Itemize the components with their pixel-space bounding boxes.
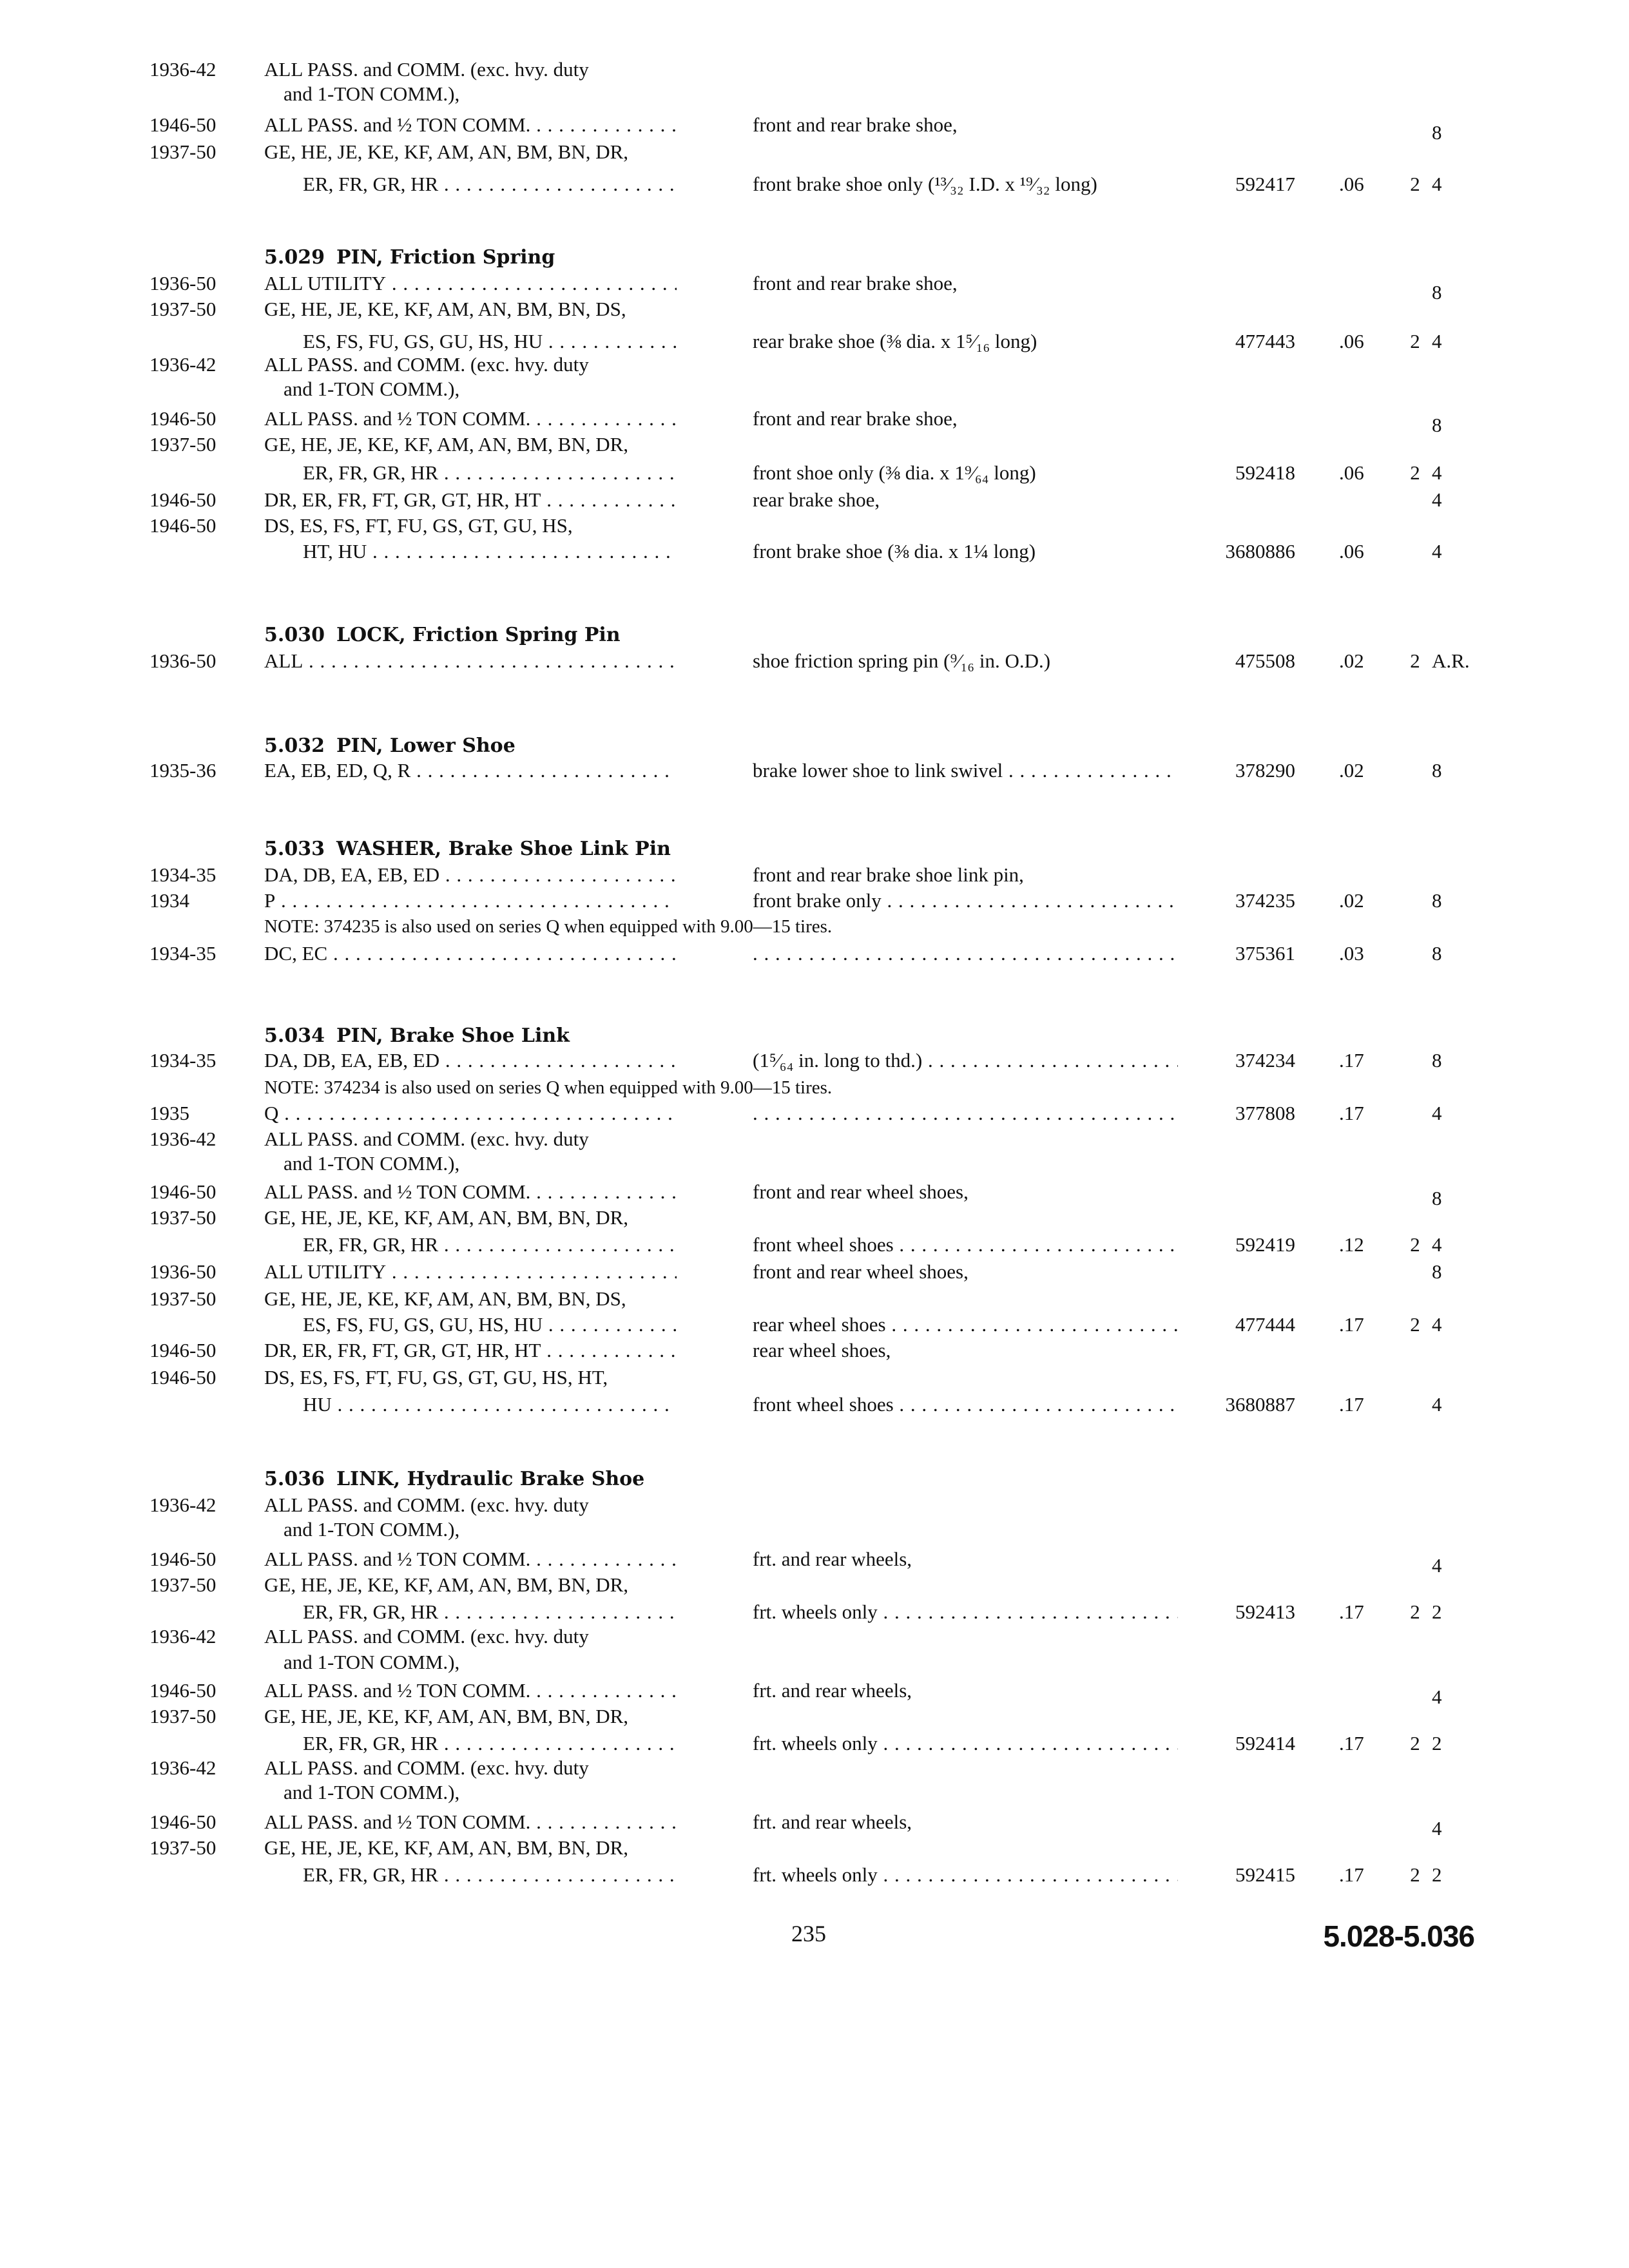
parts-row [0,1678,1629,1708]
list-price: .03 [1339,942,1364,965]
part-number: 477443 [1235,330,1295,352]
model-year: 1936-42 [149,1625,217,1648]
parts-row [0,1809,1629,1840]
parts-row [0,1205,1629,1231]
part-description: rear brake shoe (⅜ dia. x 1⁵⁄₁₆ long) [753,330,1037,352]
page-number: 235 [791,1921,826,1946]
part-description: frt. wheels only . . . [753,1599,1178,1625]
section-number: 5.036 [264,1468,325,1490]
model-codes: ER, FR, GR, HR . . . [303,171,677,197]
model-codes: ER, FR, GR, HR . . . [303,1862,677,1888]
model-year: 1934-35 [149,942,217,965]
part-description: front and rear brake shoe link pin, [753,863,1024,886]
model-year: 1936-42 [149,58,217,81]
section-heading [264,733,516,759]
model-codes: GE, HE, JE, KE, KF, AM, AN, BM, BN, DR, [264,1705,629,1727]
parts-row [0,1731,1629,1756]
model-year: 1946-50 [149,514,217,537]
parts-row [0,1572,1629,1598]
note-line: NOTE: 374234 is also used on series Q when equipped with 9.00—15 tires. [264,1077,833,1098]
quantity-per-car: 4 [1432,1313,1442,1336]
model-codes: ALL UTILITY . . . [264,271,677,296]
section-title: PIN, Friction Spring [336,246,555,269]
parts-row [0,888,1629,914]
model-year: 1946-50 [149,407,217,430]
part-number: 592413 [1235,1600,1295,1623]
model-codes: ALL . . . [264,648,677,674]
model-year: 1937-50 [149,1573,217,1596]
model-codes: DC, EC . . . [264,941,677,966]
pack-quantity: 2 [1410,330,1420,352]
model-year: 1937-50 [149,298,217,320]
parts-row [0,1048,1629,1073]
pack-quantity: 2 [1410,461,1420,484]
part-description: front wheel shoes . . . [753,1232,1178,1258]
section-heading [264,1466,644,1492]
pack-quantity: 2 [1410,1233,1420,1256]
parts-row [0,1338,1629,1363]
part-number: 592418 [1235,461,1295,484]
parts-row [0,1286,1629,1312]
section-heading [264,836,671,862]
part-description: front wheel shoes . . . [753,1392,1178,1418]
list-price: .06 [1339,330,1364,352]
part-description: rear wheel shoes . . . [753,1312,1178,1338]
section-title: WASHER, Brake Shoe Link Pin [336,838,671,860]
part-description: front and rear brake shoe, [753,113,958,136]
parts-row [0,171,1629,197]
parts-row [0,271,1629,303]
quantity-per-car: 4 [1432,540,1442,562]
section-number: 5.033 [264,838,325,860]
quantity-per-car: 4 [1432,461,1442,484]
quantity-per-car: 2 [1432,1863,1442,1886]
parts-row [0,862,1629,888]
part-number: 3680887 [1225,1393,1295,1416]
model-codes: ALL PASS. and ½ TON COMM. . . . [264,1179,677,1205]
parts-row [0,1704,1629,1729]
quantity-per-car: 4 [1432,1817,1442,1840]
quantity-per-car: 4 [1432,1554,1442,1577]
model-codes: ER, FR, GR, HR . . . [303,1731,677,1756]
model-codes: and 1-TON COMM.), [284,1781,460,1803]
model-codes: ALL PASS. and COMM. (exc. hvy. duty [264,353,589,376]
section-title: PIN, Lower Shoe [336,735,516,757]
quantity-per-car: 8 [1432,1260,1442,1283]
model-codes: GE, HE, JE, KE, KF, AM, AN, BM, BN, DS, [264,298,626,320]
section-number: 5.030 [264,624,325,646]
model-year: 1946-50 [149,1180,217,1203]
model-codes: ALL PASS. and ½ TON COMM. . . . [264,406,677,432]
pack-quantity: 2 [1410,649,1420,672]
section-number: 5.034 [264,1024,325,1047]
parts-row [0,1232,1629,1258]
part-number: 592419 [1235,1233,1295,1256]
part-number: 377808 [1235,1102,1295,1124]
model-codes: HT, HU . . . [303,539,677,564]
parts-row [0,1365,1629,1390]
parts-row [0,432,1629,457]
model-codes: Q . . . [264,1100,677,1126]
part-description: frt. and rear wheels, [753,1679,912,1702]
quantity-per-car: 8 [1432,1187,1442,1209]
part-number: 477444 [1235,1313,1295,1336]
parts-row [0,139,1629,165]
model-codes: DS, ES, FS, FT, FU, GS, GT, GU, HS, HT, [264,1366,608,1389]
quantity-per-car: 8 [1432,759,1442,782]
parts-row [0,1492,1629,1518]
model-year: 1946-50 [149,1679,217,1702]
model-codes: ALL PASS. and COMM. (exc. hvy. duty [264,1494,589,1516]
model-codes: DA, DB, EA, EB, ED . . . [264,862,677,888]
quantity-per-car: A.R. [1432,649,1470,672]
list-price: .17 [1339,1049,1364,1072]
part-description: shoe friction spring pin (⁹⁄₁₆ in. O.D.) [753,649,1051,672]
parts-row [0,1862,1629,1888]
model-codes: HU . . . [303,1392,677,1418]
quantity-per-car: 2 [1432,1600,1442,1623]
parts-row [0,329,1629,354]
parts-row [0,1100,1629,1126]
parts-row [0,352,1629,378]
parts-row [0,296,1629,322]
model-codes: and 1-TON COMM.), [284,1152,460,1175]
part-description: frt. and rear wheels, [753,1811,912,1833]
note-line: NOTE: 374235 is also used on series Q when equipped with 9.00—15 tires. [264,916,833,937]
model-year: 1936-42 [149,1494,217,1516]
parts-row [0,1624,1629,1649]
model-year: 1935-36 [149,759,217,782]
model-codes: GE, HE, JE, KE, KF, AM, AN, BM, BN, DR, [264,433,629,456]
model-year: 1946-50 [149,113,217,136]
model-year: 1936-50 [149,1260,217,1283]
model-year: 1936-42 [149,1756,217,1779]
list-price: .06 [1339,540,1364,562]
parts-row [0,539,1629,564]
quantity-per-car: 8 [1432,1049,1442,1072]
model-codes: ER, FR, GR, HR . . . [303,460,677,486]
parts-row [0,1151,1629,1177]
part-description: front and rear brake shoe, [753,407,958,430]
list-price: .02 [1339,759,1364,782]
parts-row [0,487,1629,513]
list-price: .02 [1339,889,1364,912]
model-codes: ALL PASS. and ½ TON COMM. . . . [264,1678,677,1704]
model-year: 1934-35 [149,863,217,886]
parts-row [0,648,1629,674]
quantity-per-car: 4 [1432,488,1442,511]
part-number: 378290 [1235,759,1295,782]
model-codes: and 1-TON COMM.), [284,1518,460,1541]
model-year: 1937-50 [149,1206,217,1229]
list-price: .17 [1339,1600,1364,1623]
list-price: .17 [1339,1102,1364,1124]
model-codes: ALL PASS. and ½ TON COMM. . . . [264,112,677,138]
model-codes: ALL UTILITY . . . [264,1259,677,1285]
section-title: LINK, Hydraulic Brake Shoe [336,1468,645,1490]
parts-row [0,1649,1629,1675]
quantity-per-car: 4 [1432,1233,1442,1256]
quantity-per-car: 8 [1432,889,1442,912]
model-year: 1934 [149,889,189,912]
part-description: frt. wheels only . . . [753,1862,1178,1888]
part-number: 592415 [1235,1863,1295,1886]
list-price: .02 [1339,649,1364,672]
model-codes: ER, FR, GR, HR . . . [303,1599,677,1625]
list-price: .17 [1339,1393,1364,1416]
list-price: .06 [1339,173,1364,195]
part-description: front brake only . . . [753,888,1178,914]
section-number: 5.029 [264,246,325,269]
model-year: 1946-50 [149,1339,217,1361]
model-year: 1946-50 [149,1548,217,1570]
part-description [753,941,1178,966]
part-description: front shoe only (⅜ dia. x 1⁹⁄₆₄ long) [753,461,1036,484]
quantity-per-car: 2 [1432,1732,1442,1754]
pack-quantity: 2 [1410,1732,1420,1754]
model-year: 1937-50 [149,1836,217,1859]
parts-row [0,1179,1629,1209]
part-number: 374235 [1235,889,1295,912]
model-codes: ALL PASS. and ½ TON COMM. . . . [264,1809,677,1835]
parts-row [0,941,1629,966]
parts-row [0,1392,1629,1418]
part-description: frt. and rear wheels, [753,1548,912,1570]
parts-row [0,1259,1629,1285]
part-number: 475508 [1235,649,1295,672]
parts-row [0,81,1629,107]
model-codes: GE, HE, JE, KE, KF, AM, AN, BM, BN, DS, [264,1287,626,1310]
quantity-per-car: 4 [1432,1686,1442,1708]
part-number: 375361 [1235,942,1295,965]
model-year: 1937-50 [149,433,217,456]
model-codes: DS, ES, FS, FT, FU, GS, GT, GU, HS, [264,514,573,537]
quantity-per-car: 8 [1432,281,1442,303]
parts-row [0,376,1629,402]
model-year: 1934-35 [149,1049,217,1072]
list-price: .12 [1339,1233,1364,1256]
pack-quantity: 2 [1410,1600,1420,1623]
parts-row [0,1312,1629,1338]
model-year: 1936-50 [149,649,217,672]
parts-row [0,1517,1629,1542]
parts-row [0,460,1629,486]
part-description: frt. wheels only . . . [753,1731,1178,1756]
quantity-per-car: 4 [1432,1102,1442,1124]
pack-quantity: 2 [1410,1313,1420,1336]
model-codes: and 1-TON COMM.), [284,1651,460,1673]
part-description: front and rear wheel shoes, [753,1260,969,1283]
section-number: 5.032 [264,735,325,757]
model-codes: EA, EB, ED, Q, R . . . [264,758,677,783]
list-price: .17 [1339,1732,1364,1754]
section-heading [264,245,555,271]
part-description [753,1100,1178,1126]
part-number: 3680886 [1225,540,1295,562]
model-year: 1935 [149,1102,189,1124]
model-year: 1937-50 [149,1705,217,1727]
model-year: 1937-50 [149,1287,217,1310]
parts-row [0,513,1629,539]
part-description: front brake shoe (⅜ dia. x 1¼ long) [753,540,1036,562]
model-codes: and 1-TON COMM.), [284,82,460,105]
model-year: 1936-50 [149,272,217,294]
model-codes: GE, HE, JE, KE, KF, AM, AN, BM, BN, DR, [264,1836,629,1859]
section-heading [264,622,621,648]
model-codes: ER, FR, GR, HR . . . [303,1232,677,1258]
part-description: (1⁵⁄₆₄ in. long to thd.) . . . [753,1048,1178,1073]
parts-row [0,1126,1629,1152]
part-description: front brake shoe only (¹³⁄₃₂ I.D. x ¹⁹⁄₃₂ long) [753,173,1097,195]
section-title: LOCK, Friction Spring Pin [336,624,621,646]
part-description: front and rear wheel shoes, [753,1180,969,1203]
quantity-per-car: 8 [1432,414,1442,436]
model-codes: and 1-TON COMM.), [284,378,460,400]
model-codes: ES, FS, FU, GS, GU, HS, HU . . . [303,1312,677,1338]
part-number: 592414 [1235,1732,1295,1754]
model-codes: ALL PASS. and COMM. (exc. hvy. duty [264,1128,589,1150]
page-section-range: 5.028-5.036 [1323,1919,1474,1953]
model-year: 1946-50 [149,1366,217,1389]
part-number: 374234 [1235,1049,1295,1072]
model-codes: DR, ER, FR, FT, GR, GT, HR, HT . . . [264,1338,677,1363]
parts-row [0,1755,1629,1781]
list-price: .17 [1339,1863,1364,1886]
pack-quantity: 2 [1410,1863,1420,1886]
model-codes: DR, ER, FR, FT, GR, GT, HR, HT . . . [264,487,677,513]
parts-row [0,1835,1629,1861]
model-codes: ES, FS, FU, GS, GU, HS, HU . . . [303,329,677,354]
part-description: rear wheel shoes, [753,1339,891,1361]
model-codes: DA, DB, EA, EB, ED . . . [264,1048,677,1073]
list-price: .06 [1339,461,1364,484]
model-codes: ALL PASS. and COMM. (exc. hvy. duty [264,1625,589,1648]
model-year: 1936-42 [149,1128,217,1150]
pack-quantity: 2 [1410,173,1420,195]
model-codes: ALL PASS. and COMM. (exc. hvy. duty [264,1756,589,1779]
parts-row [0,758,1629,783]
quantity-per-car: 4 [1432,173,1442,195]
parts-row [0,1546,1629,1577]
parts-row [0,57,1629,82]
model-codes: ALL PASS. and COMM. (exc. hvy. duty [264,58,589,81]
section-heading [264,1023,570,1049]
parts-row [0,1780,1629,1805]
model-year: 1937-50 [149,140,217,163]
part-description: rear brake shoe, [753,488,880,511]
model-codes: GE, HE, JE, KE, KF, AM, AN, BM, BN, DR, [264,1206,629,1229]
quantity-per-car: 4 [1432,1393,1442,1416]
part-description: front and rear brake shoe, [753,272,958,294]
model-year: 1946-50 [149,488,217,511]
quantity-per-car: 8 [1432,942,1442,965]
parts-row [0,1599,1629,1625]
quantity-per-car: 8 [1432,121,1442,144]
parts-row [0,406,1629,436]
parts-row [0,112,1629,144]
model-year: 1936-42 [149,353,217,376]
model-codes: GE, HE, JE, KE, KF, AM, AN, BM, BN, DR, [264,1573,629,1596]
quantity-per-car: 4 [1432,330,1442,352]
model-codes: ALL PASS. and ½ TON COMM. . . . [264,1546,677,1572]
list-price: .17 [1339,1313,1364,1336]
section-title: PIN, Brake Shoe Link [336,1024,570,1047]
part-number: 592417 [1235,173,1295,195]
model-year: 1946-50 [149,1811,217,1833]
model-codes: GE, HE, JE, KE, KF, AM, AN, BM, BN, DR, [264,140,629,163]
model-codes: P . . . [264,888,677,914]
part-description: brake lower shoe to link swivel . . . [753,758,1178,783]
